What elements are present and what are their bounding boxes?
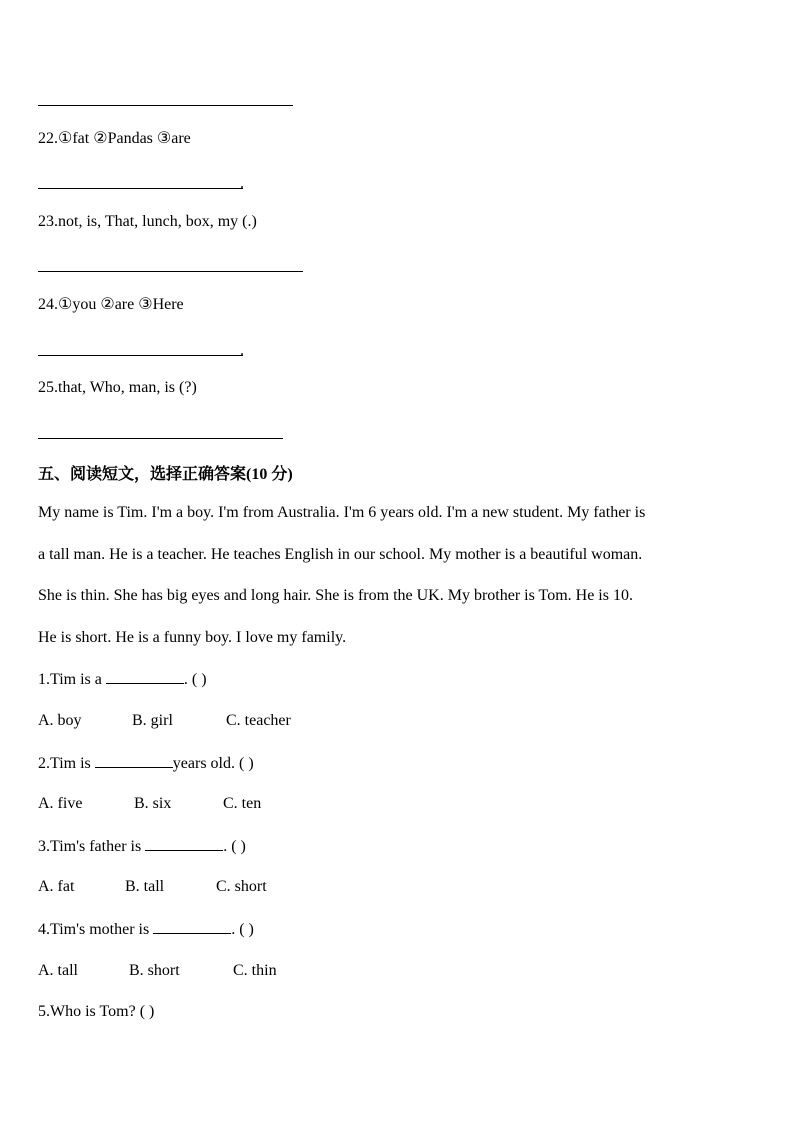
answer-blank[interactable] (153, 919, 231, 934)
option-a[interactable]: A. boy (38, 712, 82, 729)
answer-line-21[interactable] (38, 89, 293, 106)
reading-question-3 (38, 836, 246, 857)
option-a[interactable]: A. fat (38, 878, 75, 895)
passage-line: She is thin. She has big eyes and long hair. She is from the UK. My brother is Tom. He is 10. (38, 587, 633, 604)
option-b[interactable]: B. short (129, 962, 180, 979)
question-text: 2.Tim is (38, 755, 95, 772)
passage-line: He is short. He is a funny boy. I love my family. (38, 629, 347, 646)
question-24: 24.①you ②are ③Here (38, 296, 184, 313)
reading-question-5 (38, 1002, 154, 1022)
question-text: 1.Tim is a (38, 671, 106, 688)
question-text: 3.Tim's father is (38, 838, 146, 855)
option-a[interactable]: A. five (38, 795, 83, 812)
option-a[interactable]: A. tall (38, 962, 78, 979)
option-c[interactable]: C. ten (223, 795, 262, 812)
answer-line-22[interactable] (38, 172, 244, 192)
question-suffix: . ( ) (183, 671, 207, 688)
option-c[interactable]: C. thin (233, 962, 277, 979)
question-suffix: . ( ) (223, 838, 246, 855)
question-text: 5.Who is Tom? ( ) (38, 1003, 155, 1020)
period: . (240, 342, 244, 359)
passage-line: My name is Tim. I'm a boy. I'm from Australia. I'm 6 years old. I'm a new student. My father is (38, 504, 646, 521)
question-25: 25.that, Who, man, is (?) (38, 379, 197, 396)
reading-question-1 (38, 669, 207, 690)
answer-blank[interactable] (95, 753, 173, 768)
answer-line-23[interactable] (38, 255, 303, 272)
question-suffix: years old. ( ) (172, 755, 254, 772)
question-23: 23.not, is, That, lunch, box, my (.) (38, 213, 257, 230)
question-text: 4.Tim's mother is (38, 921, 154, 938)
answer-blank[interactable] (145, 836, 223, 851)
option-c[interactable]: C. short (216, 878, 267, 895)
question-22: 22.①fat ②Pandas ③are (38, 130, 191, 147)
option-b[interactable]: B. tall (125, 878, 165, 895)
passage-line: a tall man. He is a teacher. He teaches English in our school. My mother is a beautiful woman. (38, 546, 643, 563)
answer-line-24[interactable] (38, 339, 244, 359)
reading-question-2 (38, 753, 254, 774)
option-c[interactable]: C. teacher (226, 712, 291, 729)
option-b[interactable]: B. six (134, 795, 172, 812)
answer-blank[interactable] (106, 669, 184, 684)
answer-line-25[interactable] (38, 422, 283, 439)
question-suffix: . ( ) (231, 921, 254, 938)
option-b[interactable]: B. girl (132, 712, 173, 729)
reading-question-4 (38, 919, 254, 940)
period: . (240, 175, 244, 192)
section-heading: 五、阅读短文，选择正确答案(10 分) (38, 466, 293, 483)
